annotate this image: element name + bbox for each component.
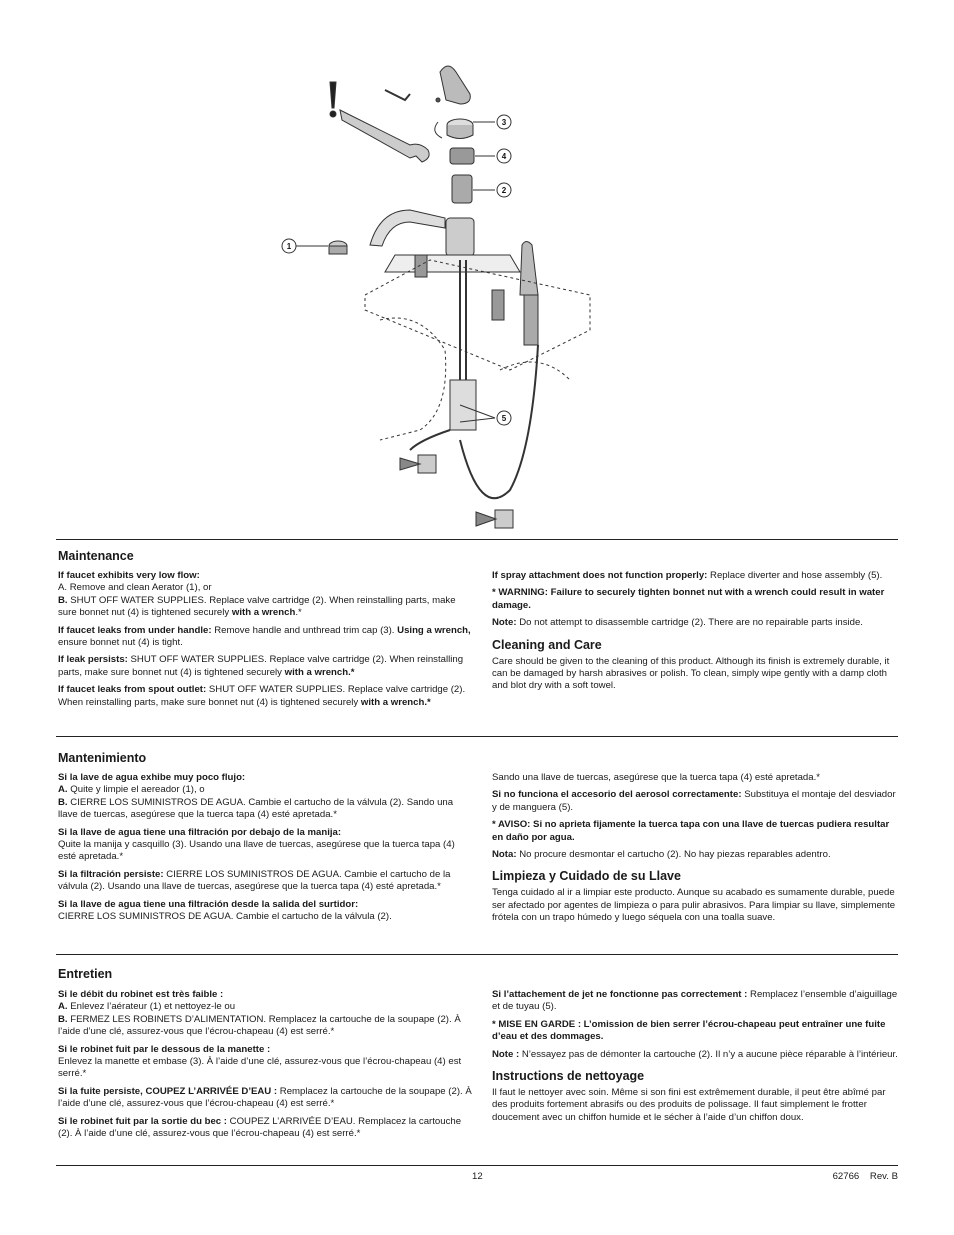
deck-plate	[385, 255, 520, 272]
rule-footer	[56, 1165, 898, 1166]
section-title: Maintenance	[58, 549, 134, 563]
warning-exclamation-icon	[330, 82, 336, 117]
valve-cartridge	[452, 175, 472, 203]
faucet-spout	[370, 210, 445, 246]
page-number: 12	[472, 1171, 483, 1182]
section-title: Entretien	[58, 967, 113, 981]
sink-outline	[365, 260, 590, 370]
shutoff-valve-right	[476, 510, 513, 528]
bonnet-nut	[450, 148, 474, 164]
shutoff-valve-left	[400, 455, 436, 473]
faucet-handle	[440, 66, 470, 104]
warning: * WARNING: Failure to securely tighten bonnet nut with a wrench could result in water damage.	[492, 587, 885, 611]
allen-key	[385, 90, 410, 100]
valve-body	[446, 218, 474, 256]
callout-3: 3	[501, 118, 507, 127]
care-title: Instructions de nettoyage	[492, 1069, 645, 1084]
side-sprayer	[520, 242, 538, 296]
warning: * MISE EN GARDE : L’omission de bien serrer l’écrou-chapeau peut entraîner une fuite d’eau et des dommages.	[492, 1018, 886, 1043]
callout-2: 2	[501, 186, 507, 195]
callout-1: 1	[286, 242, 292, 251]
wrench	[340, 110, 429, 162]
rule-entretien	[56, 954, 898, 955]
rule-maintenance	[56, 539, 898, 540]
diverter-assembly	[450, 380, 476, 430]
section-title: Mantenimiento	[58, 751, 147, 765]
rule-mantenimiento	[56, 736, 898, 737]
care-title: Limpieza y Cuidado de su Llave	[492, 869, 681, 884]
document-code: 62766 Rev. B	[832, 1171, 898, 1182]
exploded-faucet-diagram	[270, 50, 610, 535]
callout-5: 5	[501, 414, 507, 423]
callout-4: 4	[501, 152, 507, 161]
care-title: Cleaning and Care	[492, 637, 602, 652]
warning: * AVISO: Si no aprieta fijamente la tuerca tapa con una llave de tuercas pudiera resultar en daño por agua.	[492, 819, 890, 843]
